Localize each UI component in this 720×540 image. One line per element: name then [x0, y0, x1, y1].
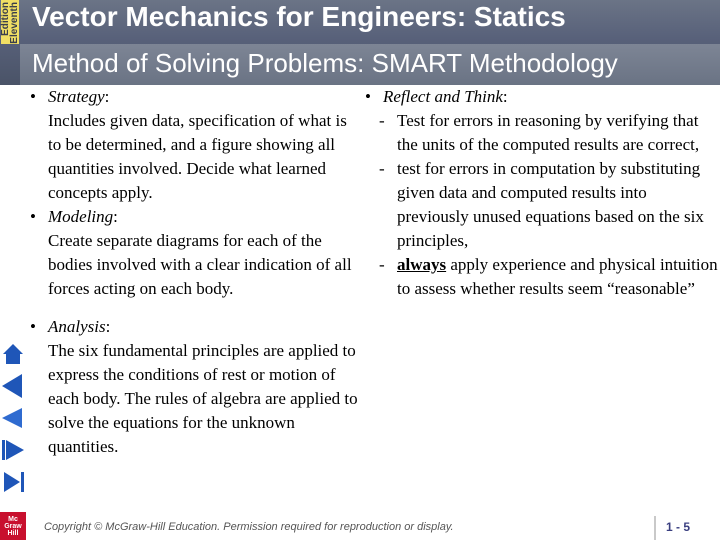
- modeling-item: • Modeling: Create separate diagrams for each of the bodies involved with a clear indication of all forces acting on each body.: [30, 205, 360, 301]
- analysis-item: • Analysis: The six fundamental principles are applied to express the conditions of rest or motion of each body. The rules of algebra are applied to solve the equations for the unknown quantities.: [30, 315, 360, 459]
- edition-line2: Edition: [0, 2, 11, 36]
- always-emphasis: always: [397, 255, 447, 274]
- bullet-icon: •: [365, 87, 371, 106]
- right-column: [365, 85, 720, 301]
- book-title: Vector Mechanics for Engineers: Statics: [32, 1, 566, 32]
- strategy-text: Includes given data, specification of what is to be determined, and a figure showing all quantities involved. Decide what learned concepts apply.: [48, 111, 347, 202]
- edition-line1: Eleventh: [9, 2, 20, 44]
- last-slide-icon[interactable]: [0, 466, 26, 498]
- copyright-notice: Copyright © McGraw-Hill Education. Permission required for reproduction or display.: [44, 521, 454, 533]
- reflect-point-3: [365, 253, 720, 301]
- next-slide-icon[interactable]: [0, 434, 26, 466]
- reflect-point-1-text: Test for errors in reasoning by verifying that the units of the computed results are correct,: [397, 111, 700, 154]
- reflect-point-2: [365, 157, 720, 253]
- page-number: 1 - 5: [666, 520, 691, 534]
- analysis-label: Analysis: [48, 317, 106, 336]
- reflect-point-2-text: test for errors in computation by substituting given data and computed results into previously unused equations based on the six principles,: [397, 159, 704, 250]
- bullet-icon: •: [30, 317, 36, 336]
- publisher-logo: Mc Graw Hill: [0, 512, 26, 540]
- modeling-text: Create separate diagrams for each of the bodies involved with a clear indication of all forces acting on each body.: [48, 231, 352, 298]
- left-column: [30, 85, 360, 459]
- strategy-item: • Strategy: Includes given data, specification of what is to be determined, and a figure showing all quantities involved. Decide what learned concepts apply.: [30, 85, 360, 205]
- analysis-text: The six fundamental principles are applied to express the conditions of rest or motion of each body. The rules of algebra are applied to solve the equations for the unknown quantities.: [48, 341, 358, 456]
- edition-badge: [1, 0, 19, 44]
- slide-title: Method of Solving Problems: SMART Methodology: [32, 48, 618, 78]
- modeling-label: Modeling: [48, 207, 114, 226]
- dash-marker: -: [379, 159, 385, 178]
- reflect-label: Reflect and Think: [383, 87, 503, 106]
- first-slide-icon[interactable]: [0, 370, 26, 402]
- reflect-point-1: [365, 109, 720, 157]
- dash-marker: -: [379, 111, 385, 130]
- dash-marker: -: [379, 255, 385, 274]
- bullet-icon: •: [30, 87, 36, 106]
- home-icon[interactable]: [0, 338, 26, 370]
- reflect-point-3-text: apply experience and physical intuition to assess whether results seem “reasonable”: [397, 255, 718, 298]
- bullet-icon: •: [30, 207, 36, 226]
- footer-divider: [654, 516, 656, 540]
- reflect-item: • Reflect and Think:: [365, 85, 720, 109]
- previous-slide-icon[interactable]: [0, 402, 26, 434]
- strategy-label: Strategy: [48, 87, 105, 106]
